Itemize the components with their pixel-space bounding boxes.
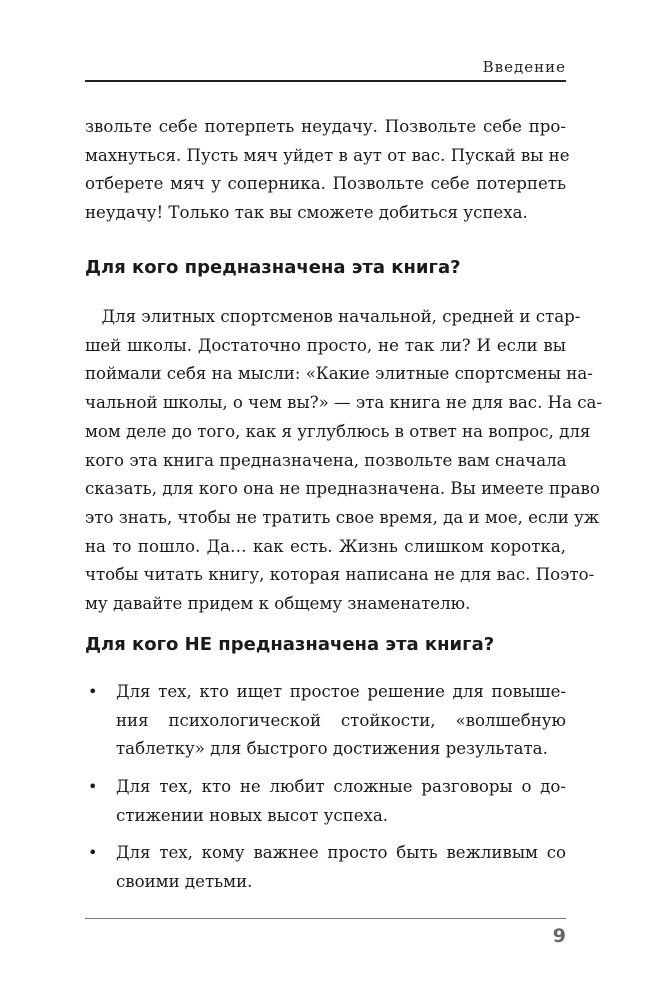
text-line: Для тех, кто не любит сложные разговоры о до-	[116, 777, 566, 796]
text-line: Для элитных спортсменов начальной, средней и стар-	[85, 307, 581, 326]
header-rule	[85, 80, 566, 82]
text-line: сказать, для кого она не предназначена. Вы имеете право	[85, 479, 600, 499]
bullet-icon: •	[88, 682, 98, 701]
text-line: Для тех, кому важнее просто быть вежливым со	[116, 843, 566, 862]
text-line: кого эта книга предназначена, позвольте вам сначала	[85, 450, 567, 470]
text-line: своими детьми.	[116, 871, 253, 891]
text-line: Для тех, кто ищет простое решение для повыше-	[116, 682, 566, 701]
paragraph-1	[85, 113, 570, 228]
list-item	[88, 773, 566, 830]
bullet-icon: •	[88, 843, 98, 862]
text-line: отберете мяч у соперника. Позвольте себе потерпеть	[85, 174, 566, 194]
bullet-icon: •	[88, 777, 98, 796]
page-number: 9	[552, 925, 566, 947]
text-line: звольте себе потерпеть неудачу. Позвольте себе про-	[85, 117, 566, 136]
text-line: на то пошло. Да… как есть. Жизнь слишком коротка,	[85, 536, 566, 556]
footer-rule	[85, 918, 566, 919]
text-line: чальной школы, о чем вы?» — эта книга не для вас. На са-	[85, 393, 603, 413]
text-line: мом деле до того, как я углублюсь в ответ на вопрос, для	[85, 421, 591, 441]
text-line: стижении новых высот успеха.	[116, 805, 389, 825]
text-line: махнуться. Пусть мяч уйдет в аут от вас. Пускай вы не	[85, 145, 570, 165]
running-header: Введение	[482, 58, 566, 76]
paragraph-2	[85, 303, 603, 619]
text-line: таблетку» для быстрого достижения результата.	[116, 739, 548, 759]
text-line: ния психологической стойкости, «волшебную	[116, 710, 566, 730]
text-line: неудачу! Только так вы сможете добиться успеха.	[85, 203, 528, 223]
text-line: шей школы. Достаточно просто, не так ли? И если вы	[85, 335, 566, 355]
section-heading: Для кого НЕ предназначена эта книга?	[85, 634, 495, 655]
text-line: это знать, чтобы не тратить свое время, да и мое, если уж	[85, 507, 600, 527]
list-item	[88, 839, 566, 896]
list-item	[88, 678, 566, 764]
section-heading: Для кого предназначена эта книга?	[85, 257, 461, 278]
text-line: поймали себя на мысли: «Какие элитные спортсмены на-	[85, 364, 593, 384]
text-line: му давайте придем к общему знаменателю.	[85, 594, 471, 614]
text-line: чтобы читать книгу, которая написана не для вас. Поэто-	[85, 565, 595, 585]
